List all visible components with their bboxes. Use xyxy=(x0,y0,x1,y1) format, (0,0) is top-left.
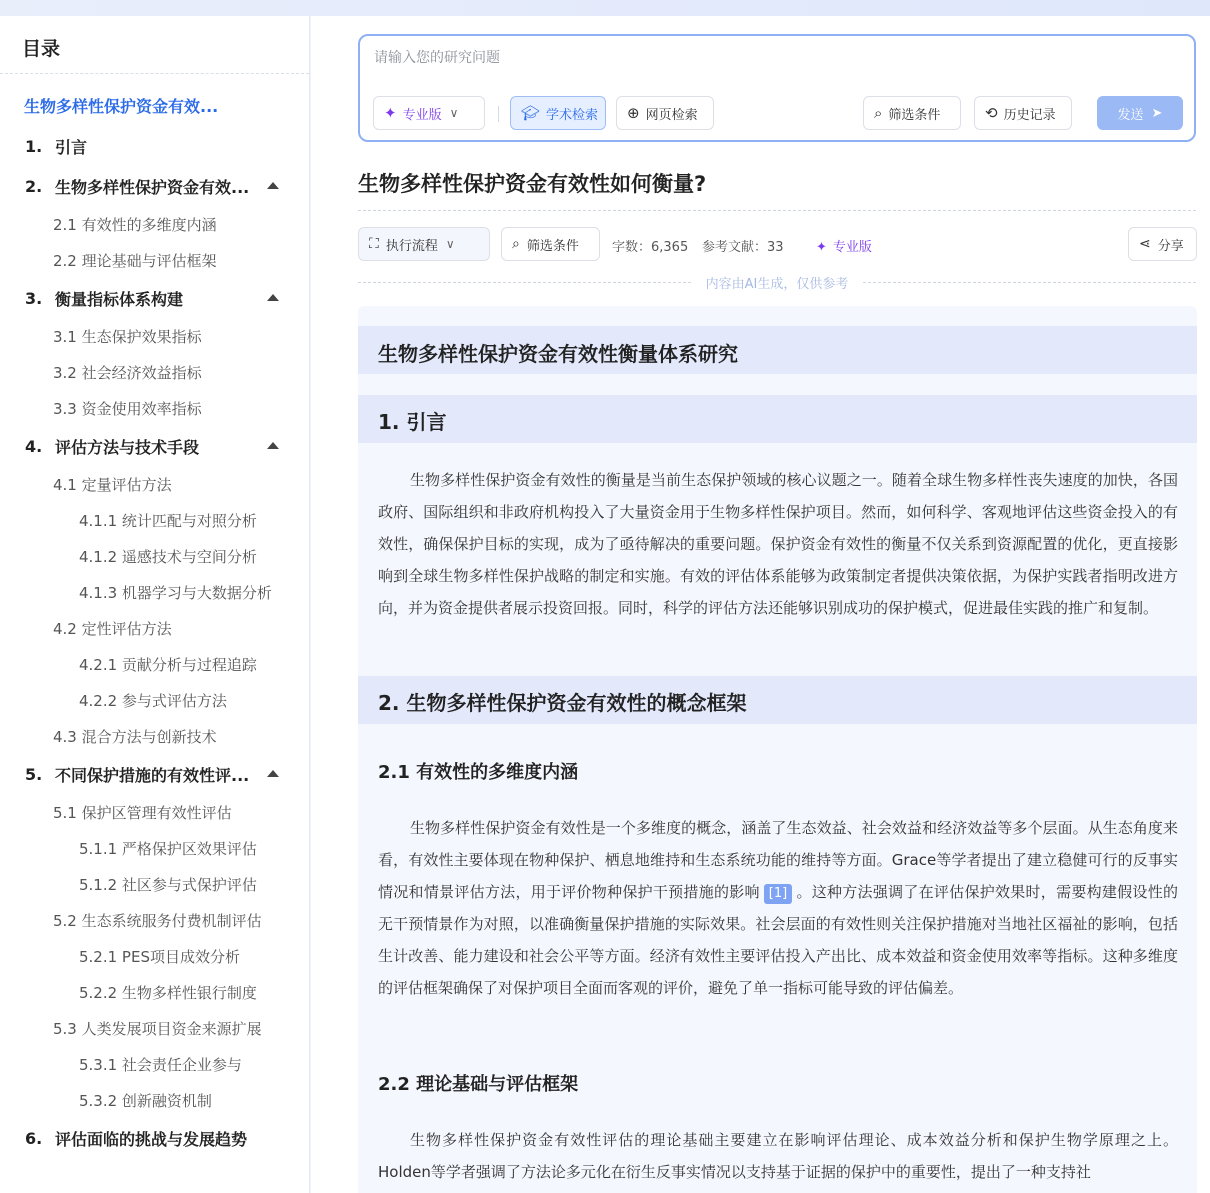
sparkle-icon: ✦ xyxy=(384,104,397,122)
toc-item[interactable] xyxy=(0,538,309,574)
toc-item[interactable] xyxy=(0,242,309,278)
toc-item[interactable] xyxy=(0,974,309,1010)
toc-item[interactable] xyxy=(0,426,309,466)
reference-count: 参考文献：33 xyxy=(702,240,784,255)
toc-item-label: 4.1.3 机器学习与大数据分析 xyxy=(79,583,272,602)
toc-item[interactable] xyxy=(0,1046,309,1082)
toc-item-number: 3. xyxy=(25,288,43,308)
toc-item[interactable] xyxy=(0,502,309,538)
toc-item-label: 引言 xyxy=(55,137,88,157)
toc-item[interactable] xyxy=(0,866,309,902)
divider xyxy=(358,210,1196,211)
toc-item-label: 4.1.1 统计匹配与对照分析 xyxy=(79,511,257,530)
toc-item-label: 3.1 生态保护效果指标 xyxy=(53,327,202,346)
toc-item[interactable] xyxy=(0,1010,309,1046)
pro-version-dropdown[interactable] xyxy=(373,96,485,130)
toc-item[interactable] xyxy=(0,318,309,354)
toc-item[interactable] xyxy=(0,574,309,610)
toc-item[interactable] xyxy=(0,682,309,718)
graduation-cap-icon: 🎓︎ xyxy=(521,104,541,122)
globe-icon: ⊕ xyxy=(627,104,640,122)
subsection-heading-2-2: 2.2 理论基础与评估框架 xyxy=(378,1074,579,1095)
article-title: 生物多样性保护资金有效性衡量体系研究 xyxy=(358,326,1197,374)
section-2-2-paragraph: 生物多样性保护资金有效性评估的理论基础主要建立在影响评估理论、成本效益分析和保护生物学原理之上。Holden等学者强调了方法论多元化在衍生反事实情况以支持基于证据的保护中的重要性，提出了一种支持社 xyxy=(378,1131,1178,1181)
search-filter-icon: ⌕ xyxy=(512,236,520,252)
question-title: 生物多样性保护资金有效性如何衡量? xyxy=(358,172,707,196)
toc-item-number: 2. xyxy=(25,176,43,196)
toc-item-number: 6. xyxy=(25,1128,43,1148)
toc-item-label: 2.1 有效性的多维度内涵 xyxy=(53,215,217,234)
filter-button[interactable] xyxy=(863,96,961,130)
send-arrow-icon: ➤ xyxy=(1151,105,1163,121)
toc-item-label: 4.1.2 遥感技术与空间分析 xyxy=(79,547,257,566)
toc-root-link[interactable]: 生物多样性保护资金有效... xyxy=(24,97,219,116)
collapse-caret-icon[interactable] xyxy=(267,770,279,777)
toc-item-label: 衡量指标体系构建 xyxy=(55,289,184,309)
toc-item-label: 生物多样性保护资金有效... xyxy=(55,177,250,197)
history-button[interactable] xyxy=(974,96,1072,130)
toc-item-label: 2.2 理论基础与评估框架 xyxy=(53,251,217,270)
toc-item-label: 5.1.1 严格保护区效果评估 xyxy=(79,839,257,858)
citation-link[interactable]: [1] xyxy=(764,884,792,904)
toc-item-label: 5.1.2 社区参与式保护评估 xyxy=(79,875,257,894)
collapse-caret-icon[interactable] xyxy=(267,182,279,189)
toc-item-label: 评估方法与技术手段 xyxy=(55,437,200,457)
send-button[interactable] xyxy=(1097,96,1183,130)
paragraph-text: 。这种方法强调了在评估保护效果时，需要构建假设性的无干预情景作为对照，以准确衡量保护措施的实际效果。社会层面的有效性则关注保护措施对当地社区福祉的影响，包括生计改善、能力建设和社会公平等方面。经济有效性主要评估投入产出比、成本效益和资金使用效率等指标。这种多维度的评估框架确保了对保护项目全面而客观的评价，避免了单一指标可能导致的评估偏差。 xyxy=(378,883,1178,997)
search-filter-icon: ⌕ xyxy=(874,104,883,122)
flow-icon: ⛶ xyxy=(369,236,379,252)
toc-item-label: 4.2 定性评估方法 xyxy=(53,619,172,638)
web-search-label: 网页检索 xyxy=(645,107,698,123)
toc-item-label: 4.1 定量评估方法 xyxy=(53,475,172,494)
sparkle-icon: ✦ xyxy=(816,240,827,255)
clock-icon: ⟲ xyxy=(985,104,998,122)
toc-item-number: 4. xyxy=(25,436,43,456)
toc-title: 目录 xyxy=(0,16,309,74)
toc-item-label: 5.2.1 PES项目成效分析 xyxy=(79,947,240,966)
ai-disclaimer xyxy=(358,273,1196,291)
subsection-heading-2-1: 2.1 有效性的多维度内涵 xyxy=(378,762,579,783)
search-box xyxy=(358,34,1196,142)
section-2-1-paragraph xyxy=(378,812,1178,1004)
section-1-paragraph: 生物多样性保护资金有效性的衡量是当前生态保护领域的核心议题之一。随着全球生物多样性丧失速度的加快，各国政府、国际组织和非政府机构投入了大量资金用于生物多样性保护项目。然而，如何科学、客观地评估这些资金投入的有效性，确保保护目标的实现，成为了亟待解决的重要问题。保护资金有效性的衡量不仅关系到资源配置的优化，更直接影响到全球生物多样性保护战略的制定和实施。有效的评估体系能够为政策制定者提供决策依据，为保护实践者指明改进方向，并为资金提供者展示投资回报。同时，科学的评估方法还能够识别成功的保护模式，促进最佳实践的推广和复制。 xyxy=(378,471,1178,617)
main-panel xyxy=(311,16,1210,1193)
share-label: 分享 xyxy=(1157,238,1184,254)
toc-item-label: 4.2.2 参与式评估方法 xyxy=(79,691,227,710)
toc-item[interactable] xyxy=(0,206,309,242)
toc-item-label: 不同保护措施的有效性评... xyxy=(55,765,250,785)
send-label: 发送 xyxy=(1117,107,1144,123)
word-count: 字数：6,365 xyxy=(612,240,689,255)
toc-sidebar xyxy=(0,16,310,1193)
section-heading-2: 2. 生物多样性保护资金有效性的概念框架 xyxy=(358,676,1197,724)
toc-item-label: 5.1 保护区管理有效性评估 xyxy=(53,803,232,822)
pro-version-label: 专业版 xyxy=(402,107,442,123)
history-label: 历史记录 xyxy=(1003,107,1056,123)
result-filter-label: 筛选条件 xyxy=(526,238,579,254)
ai-disclaimer-text: 内容由AI生成，仅供参考 xyxy=(692,277,863,292)
toc-item-label: 评估面临的挑战与发展趋势 xyxy=(55,1129,248,1149)
toc-item-label: 5.3 人类发展项目资金来源扩展 xyxy=(53,1019,262,1038)
toc-item[interactable] xyxy=(0,610,309,646)
pro-badge-label: 专业版 xyxy=(832,240,872,255)
toc-item-number: 1. xyxy=(25,136,43,156)
toc-item[interactable] xyxy=(0,794,309,830)
toc-item[interactable] xyxy=(0,938,309,974)
section-heading-1: 1. 引言 xyxy=(358,395,1197,443)
chevron-down-icon: ∨ xyxy=(445,237,455,251)
search-input[interactable] xyxy=(374,46,1174,70)
web-search-button[interactable] xyxy=(616,96,714,130)
toc-item[interactable] xyxy=(0,166,309,206)
toc-item-label: 4.3 混合方法与创新技术 xyxy=(53,727,217,746)
toc-item[interactable] xyxy=(0,830,309,866)
toc-item-number: 5. xyxy=(25,764,43,784)
toc-item-label: 3.3 资金使用效率指标 xyxy=(53,399,202,418)
top-strip xyxy=(0,0,1210,16)
toc-item-label: 5.3.2 创新融资机制 xyxy=(79,1091,212,1110)
execution-flow-label: 执行流程 xyxy=(385,238,438,254)
toc-list xyxy=(0,126,309,1158)
toc-item-label: 5.2 生态系统服务付费机制评估 xyxy=(53,911,262,930)
toc-item[interactable] xyxy=(0,754,309,794)
filter-label: 筛选条件 xyxy=(888,107,941,123)
chevron-down-icon: ∨ xyxy=(449,106,459,120)
share-button[interactable] xyxy=(1128,227,1197,261)
toc-item-label: 4.2.1 贡献分析与过程追踪 xyxy=(79,655,257,674)
toolbar-divider xyxy=(498,106,499,122)
collapse-caret-icon[interactable] xyxy=(267,442,279,449)
toc-item[interactable] xyxy=(0,718,309,754)
toc-item[interactable] xyxy=(0,126,309,166)
toc-item[interactable] xyxy=(0,646,309,682)
pro-version-badge xyxy=(816,236,872,255)
toc-item[interactable] xyxy=(0,1082,309,1118)
toc-item-label: 3.2 社会经济效益指标 xyxy=(53,363,202,382)
collapse-caret-icon[interactable] xyxy=(267,294,279,301)
execution-flow-dropdown[interactable] xyxy=(358,227,490,261)
academic-search-button[interactable] xyxy=(510,96,606,130)
result-filter-button[interactable] xyxy=(501,227,600,261)
toc-item-label: 5.2.2 生物多样性银行制度 xyxy=(79,983,257,1002)
toc-item[interactable] xyxy=(0,466,309,502)
academic-search-label: 学术检索 xyxy=(546,107,599,123)
toc-item[interactable] xyxy=(0,278,309,318)
paragraph-text: 生物多样性保护资金有效性是一个多维度的概念，涵盖了生态效益、社会效益和经济效益等多个层面。从生态角度来看，有效性主要体现在物种保护、栖息地维持和生态系统功能的维持等方面。Grace等学者提出了建立稳健可行的反事实情况和情景评估方法，用于评价物种保护干预措施的影响 xyxy=(378,819,1178,901)
toc-item-label: 5.3.1 社会责任企业参与 xyxy=(79,1055,242,1074)
share-icon: ⋖ xyxy=(1139,236,1151,252)
report-article xyxy=(358,306,1197,1193)
toc-item[interactable] xyxy=(0,354,309,390)
toc-item[interactable] xyxy=(0,902,309,938)
toc-item[interactable] xyxy=(0,1118,309,1158)
toc-item[interactable] xyxy=(0,390,309,426)
